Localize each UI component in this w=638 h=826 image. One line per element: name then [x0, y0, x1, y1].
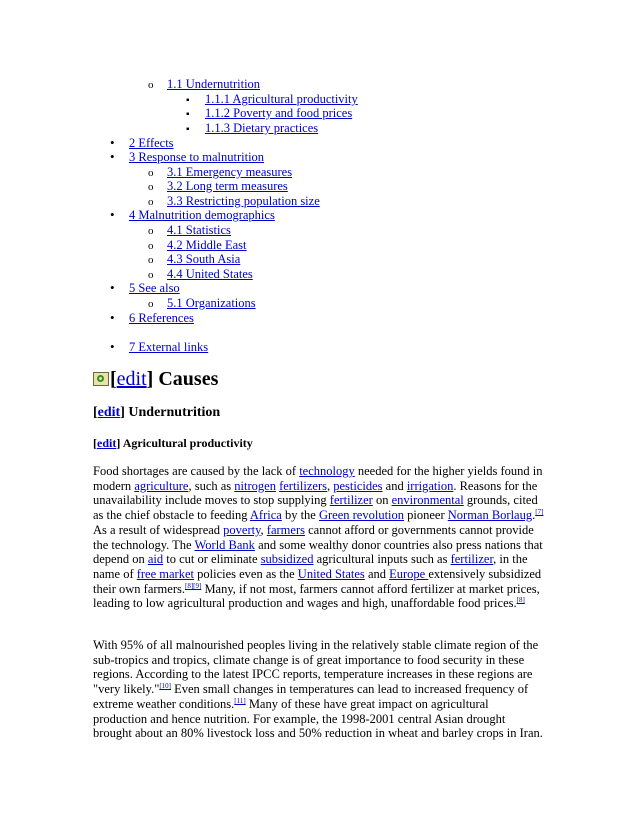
toc-link[interactable]: 7 External links: [129, 340, 209, 354]
inline-link[interactable]: fertilizer: [329, 493, 373, 508]
paragraph-text: and some wealthy donor countries also press nations that depend on: [93, 537, 543, 567]
citation: [185, 582, 201, 590]
inline-link[interactable]: Green revolution: [318, 508, 405, 523]
inline-link[interactable]: Europe: [389, 566, 429, 581]
toc-link[interactable]: 3 Response to malnutrition: [129, 150, 265, 164]
inline-link[interactable]: Norman Borlaug: [447, 508, 533, 523]
citation-link[interactable]: [11]: [234, 696, 246, 705]
toc-link[interactable]: 4.1 Statistics: [167, 223, 231, 237]
toc-bullet: [110, 281, 129, 296]
paragraph-text: .: [532, 508, 536, 523]
inline-link[interactable]: World Bank: [194, 537, 255, 552]
toc-link[interactable]: 3.3 Restricting population size: [167, 194, 320, 208]
inline-link[interactable]: Africa: [249, 508, 282, 523]
inline-link[interactable]: environmental: [391, 493, 464, 508]
toc-bullet: [148, 223, 167, 239]
toc-link[interactable]: 4.4 United States: [167, 267, 253, 281]
citation: [517, 596, 525, 604]
toc-link[interactable]: 1.1 Undernutrition: [167, 77, 261, 91]
paragraph-text: extensively subsidized their own farmers.: [93, 566, 542, 596]
toc-link[interactable]: 6 References: [129, 311, 194, 325]
toc-item: [186, 121, 318, 138]
edit-link-undernutrition[interactable]: edit: [97, 405, 121, 420]
paragraph-text: on: [372, 493, 392, 508]
paragraph-text: cannot afford or governments cannot provide the technology. The: [93, 522, 534, 552]
toc-link[interactable]: 4 Malnutrition demographics: [129, 208, 275, 222]
toc-bullet: [110, 208, 129, 223]
toc-item: [148, 252, 240, 268]
paragraph-text: As a result of widespread: [93, 522, 224, 537]
toc-link[interactable]: 5.1 Organizations: [167, 296, 256, 310]
toc-bullet: [148, 296, 167, 312]
toc-item: [148, 179, 288, 195]
inline-link[interactable]: subsidized: [260, 552, 314, 567]
toc-bullet: [110, 311, 129, 326]
toc-bullet: [186, 121, 205, 138]
section-title-causes: Causes: [158, 368, 219, 390]
toc-link[interactable]: 3.1 Emergency measures: [167, 165, 293, 179]
inline-link[interactable]: farmers: [266, 522, 305, 537]
section-title-agricultural-productivity: Agricultural productivity: [122, 436, 253, 450]
paragraph-text: Many, if not most, farmers cannot afford fertilizer at market prices, leading to low agricultural production and wages and high, unaffordable food prices.: [93, 581, 540, 611]
toc-bullet: [148, 252, 167, 268]
inline-link[interactable]: fertilizer: [450, 552, 494, 567]
paragraph-text: to cut or eliminate: [163, 552, 261, 567]
citation: [535, 508, 543, 516]
paragraph-food-shortages: [93, 464, 545, 611]
citation-link[interactable]: [8]: [516, 596, 525, 605]
inline-link[interactable]: free market: [136, 566, 194, 581]
edit-link-causes[interactable]: edit: [116, 368, 147, 390]
paragraph-text: Food shortages are caused by the lack of: [93, 464, 300, 478]
paragraph-text: and: [382, 478, 407, 493]
toc-bullet: [148, 179, 167, 195]
toc-link[interactable]: 4.2 Middle East: [167, 238, 247, 252]
paragraph-text: ,: [260, 522, 267, 537]
toc-item: [110, 136, 174, 151]
toc-item: [110, 311, 194, 326]
toc-bullet: [110, 150, 129, 165]
edit-section-icon[interactable]: [93, 372, 109, 386]
toc-link[interactable]: 2 Effects: [129, 136, 174, 150]
inline-link[interactable]: fertilizers: [279, 478, 327, 493]
paragraph-text: Even small changes in temperatures can lead to increased frequency of extreme weather conditions.: [93, 682, 529, 711]
paragraph-climate: [93, 638, 545, 741]
paragraph-text: grounds, cited as the chief obstacle to feeding: [93, 493, 538, 523]
toc-item: [110, 281, 180, 296]
toc-bullet: [110, 340, 129, 355]
paragraph-text: ,: [326, 478, 334, 493]
paragraph-text: Many of these have great impact on agricultural production and hence nutrition. For example, the 1998-2001 central Asian drought brought about an 80% livestock loss and 50% reduction in wheat and barley crops in Iran.: [93, 696, 543, 741]
inline-link[interactable]: United States: [297, 566, 365, 581]
paragraph-text: pioneer: [404, 508, 448, 523]
section-heading-agricultural-productivity: [edit] Agricultural productivity: [93, 436, 253, 450]
toc-link[interactable]: 1.1.3 Dietary practices: [205, 121, 319, 135]
citation: [159, 682, 171, 690]
toc-link[interactable]: 3.2 Long term measures: [167, 179, 288, 193]
paragraph-text: policies even as the: [194, 566, 298, 581]
toc-item: [110, 340, 208, 355]
inline-link[interactable]: irrigation: [406, 478, 454, 493]
section-title-undernutrition: Undernutrition: [128, 405, 221, 420]
toc-item: [148, 77, 260, 93]
toc-link[interactable]: 5 See also: [129, 281, 180, 295]
toc-item: [148, 296, 256, 312]
edit-link-agricultural-productivity[interactable]: edit: [97, 436, 117, 450]
toc-bullet: [148, 77, 167, 93]
paragraph-text: . Reasons for the unavailability include moves to stop supplying: [93, 478, 538, 508]
toc-link[interactable]: 1.1.1 Agricultural productivity: [205, 92, 358, 106]
inline-link[interactable]: nitrogen: [234, 478, 276, 493]
inline-link[interactable]: aid: [147, 552, 164, 567]
toc-item: [110, 208, 275, 223]
inline-link[interactable]: technology: [299, 464, 355, 478]
citation-link[interactable]: [7]: [535, 508, 544, 517]
toc-item: [110, 150, 264, 165]
toc-link[interactable]: 4.3 South Asia: [167, 252, 241, 266]
inline-link[interactable]: pesticides: [333, 478, 383, 493]
toc-link[interactable]: 1.1.2 Poverty and food prices: [205, 106, 353, 120]
toc-item: [148, 223, 231, 239]
section-heading-undernutrition: [edit] Undernutrition: [93, 405, 221, 420]
paragraph-text: With 95% of all malnourished peoples living in the relatively stable climate region of the sub-tropics and tropics, climate change is of great importance to food security in these regions. According to the latest IPCC reports, temperature increases in these regions are "very likely.": [93, 638, 539, 697]
paragraph-text: , such as: [188, 478, 235, 493]
citation-link[interactable]: [10]: [159, 682, 171, 691]
paragraph-text: by the: [281, 508, 319, 523]
section-heading-causes: [edit] Causes: [93, 368, 218, 391]
paragraph-text: agricultural inputs such as: [313, 552, 451, 567]
paragraph-text: needed for the higher yields found in modern: [93, 464, 543, 493]
paragraph-text: , in the name of: [93, 552, 528, 581]
citation: [234, 697, 245, 705]
citation-link[interactable]: [8][9]: [184, 581, 202, 590]
inline-link[interactable]: poverty: [223, 522, 261, 537]
inline-link[interactable]: agriculture: [134, 478, 189, 493]
paragraph-text: and: [364, 566, 390, 581]
